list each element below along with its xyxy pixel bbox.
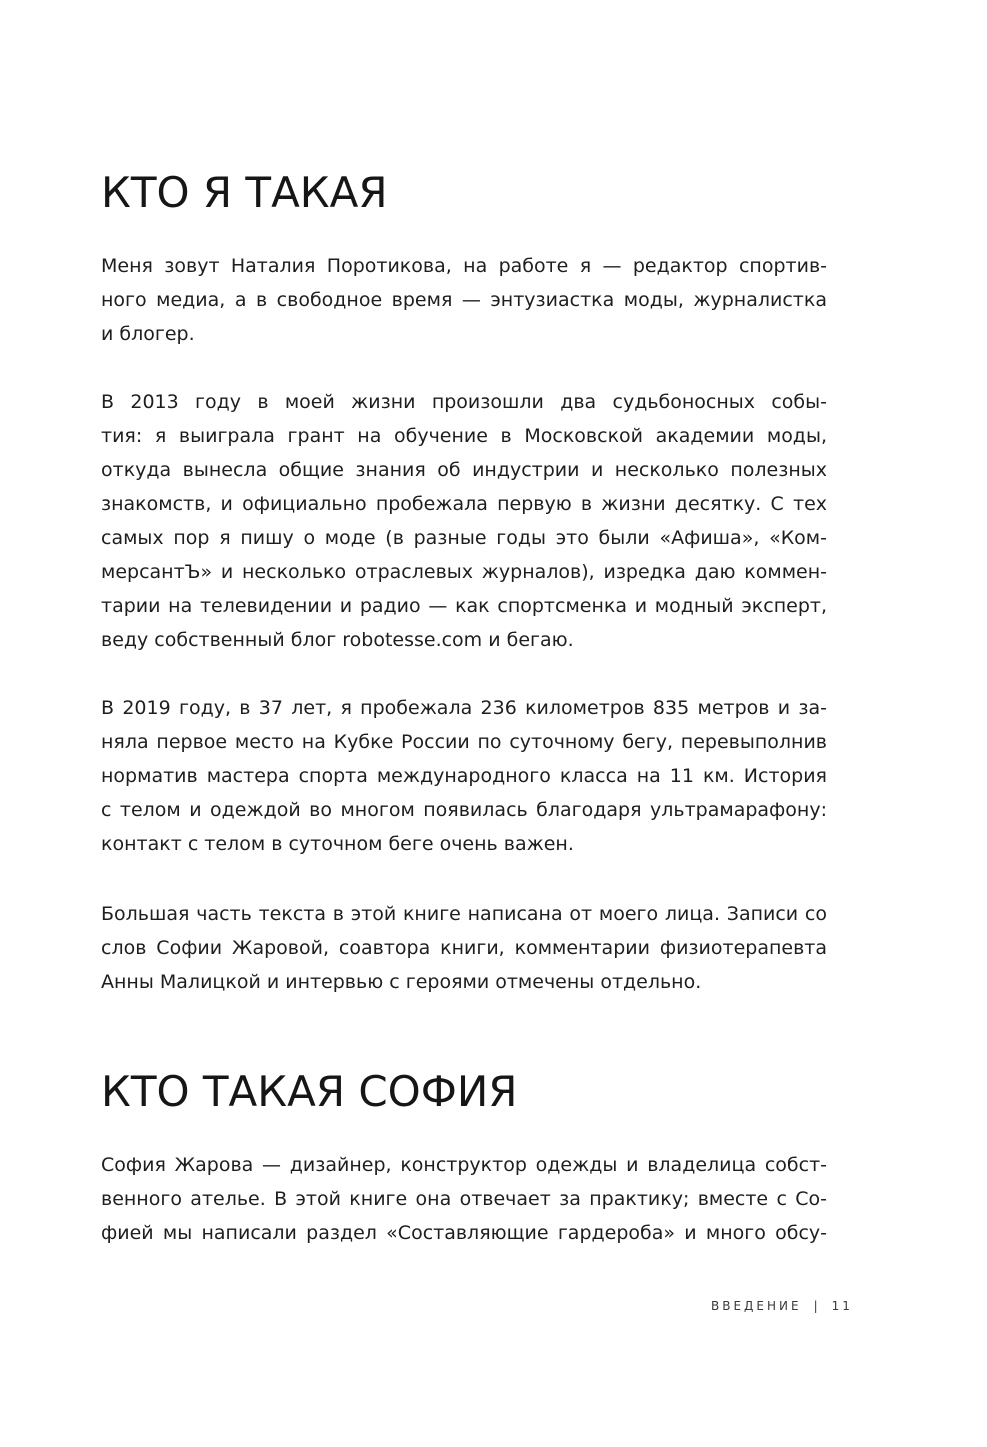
paragraph-authorship (101, 897, 827, 999)
text-line: Анны Малицкой и интервью с героями отмечены отдельно. (101, 971, 702, 993)
text-line: няла первое место на Кубке России по суточному бегу, перевыполнив (101, 731, 827, 753)
paragraph-sofia (101, 1148, 827, 1250)
text-line: венного ателье. В этой книге она отвечает за практику; вместе с Со- (101, 1188, 827, 1210)
text-line: Меня зовут Наталия Поротикова, на работе я — редактор спортив- (101, 255, 827, 277)
text-line: самых пор я пишу о моде (в разные годы это были «Афиша», «Ком- (101, 527, 827, 549)
text-line: тарии на телевидении и радио — как спортсменка и модный эксперт, (101, 595, 827, 617)
text-line: ного медиа, а в свободное время — энтузиастка моды, журналистка (101, 289, 827, 311)
text-line: В 2019 году, в 37 лет, я пробежала 236 километров 835 метров и за- (101, 697, 827, 719)
page-number: 11 (831, 1299, 853, 1313)
paragraph-2019 (101, 691, 827, 861)
paragraph-intro (101, 249, 827, 351)
footer-separator: | (813, 1299, 818, 1313)
paragraph-2013 (101, 385, 827, 657)
text-line: В 2013 году в моей жизни произошли два судьбоносных собы- (101, 391, 827, 413)
section-heading-who-is-sofia: КТО ТАКАЯ СОФИЯ (101, 1067, 518, 1116)
text-line: контакт с телом в суточном беге очень важен. (101, 833, 574, 855)
text-line: веду собственный блог robotesse.com и бегаю. (101, 629, 574, 651)
text-line: норматив мастера спорта международного класса на 11 км. История (101, 765, 827, 787)
text-line: откуда вынесла общие знания об индустрии и несколько полезных (101, 459, 827, 481)
footer-section-title: ВВЕДЕНИЕ (711, 1299, 802, 1313)
text-line: тия: я выиграла грант на обучение в Московской академии моды, (101, 425, 827, 447)
text-line: и блогер. (101, 323, 195, 345)
text-line: слов Софии Жаровой, соавтора книги, комментарии физиотерапевта (101, 937, 827, 959)
text-line: мерсантЪ» и несколько отраслевых журналов), изредка даю коммен- (101, 561, 827, 583)
text-line: с телом и одеждой во многом появилась благодаря ультрамарафону: (101, 799, 827, 821)
text-line: Большая часть текста в этой книге написана от моего лица. Записи со (101, 903, 827, 925)
text-line: знакомств, и официально пробежала первую в жизни десятку. С тех (101, 493, 827, 515)
section-heading-who-am-i: КТО Я ТАКАЯ (101, 168, 388, 217)
text-line: фией мы написали раздел «Составляющие гардероба» и много обсу- (101, 1222, 827, 1244)
running-footer (711, 1296, 853, 1316)
text-line: София Жарова — дизайнер, конструктор одежды и владелица собст- (101, 1154, 827, 1176)
